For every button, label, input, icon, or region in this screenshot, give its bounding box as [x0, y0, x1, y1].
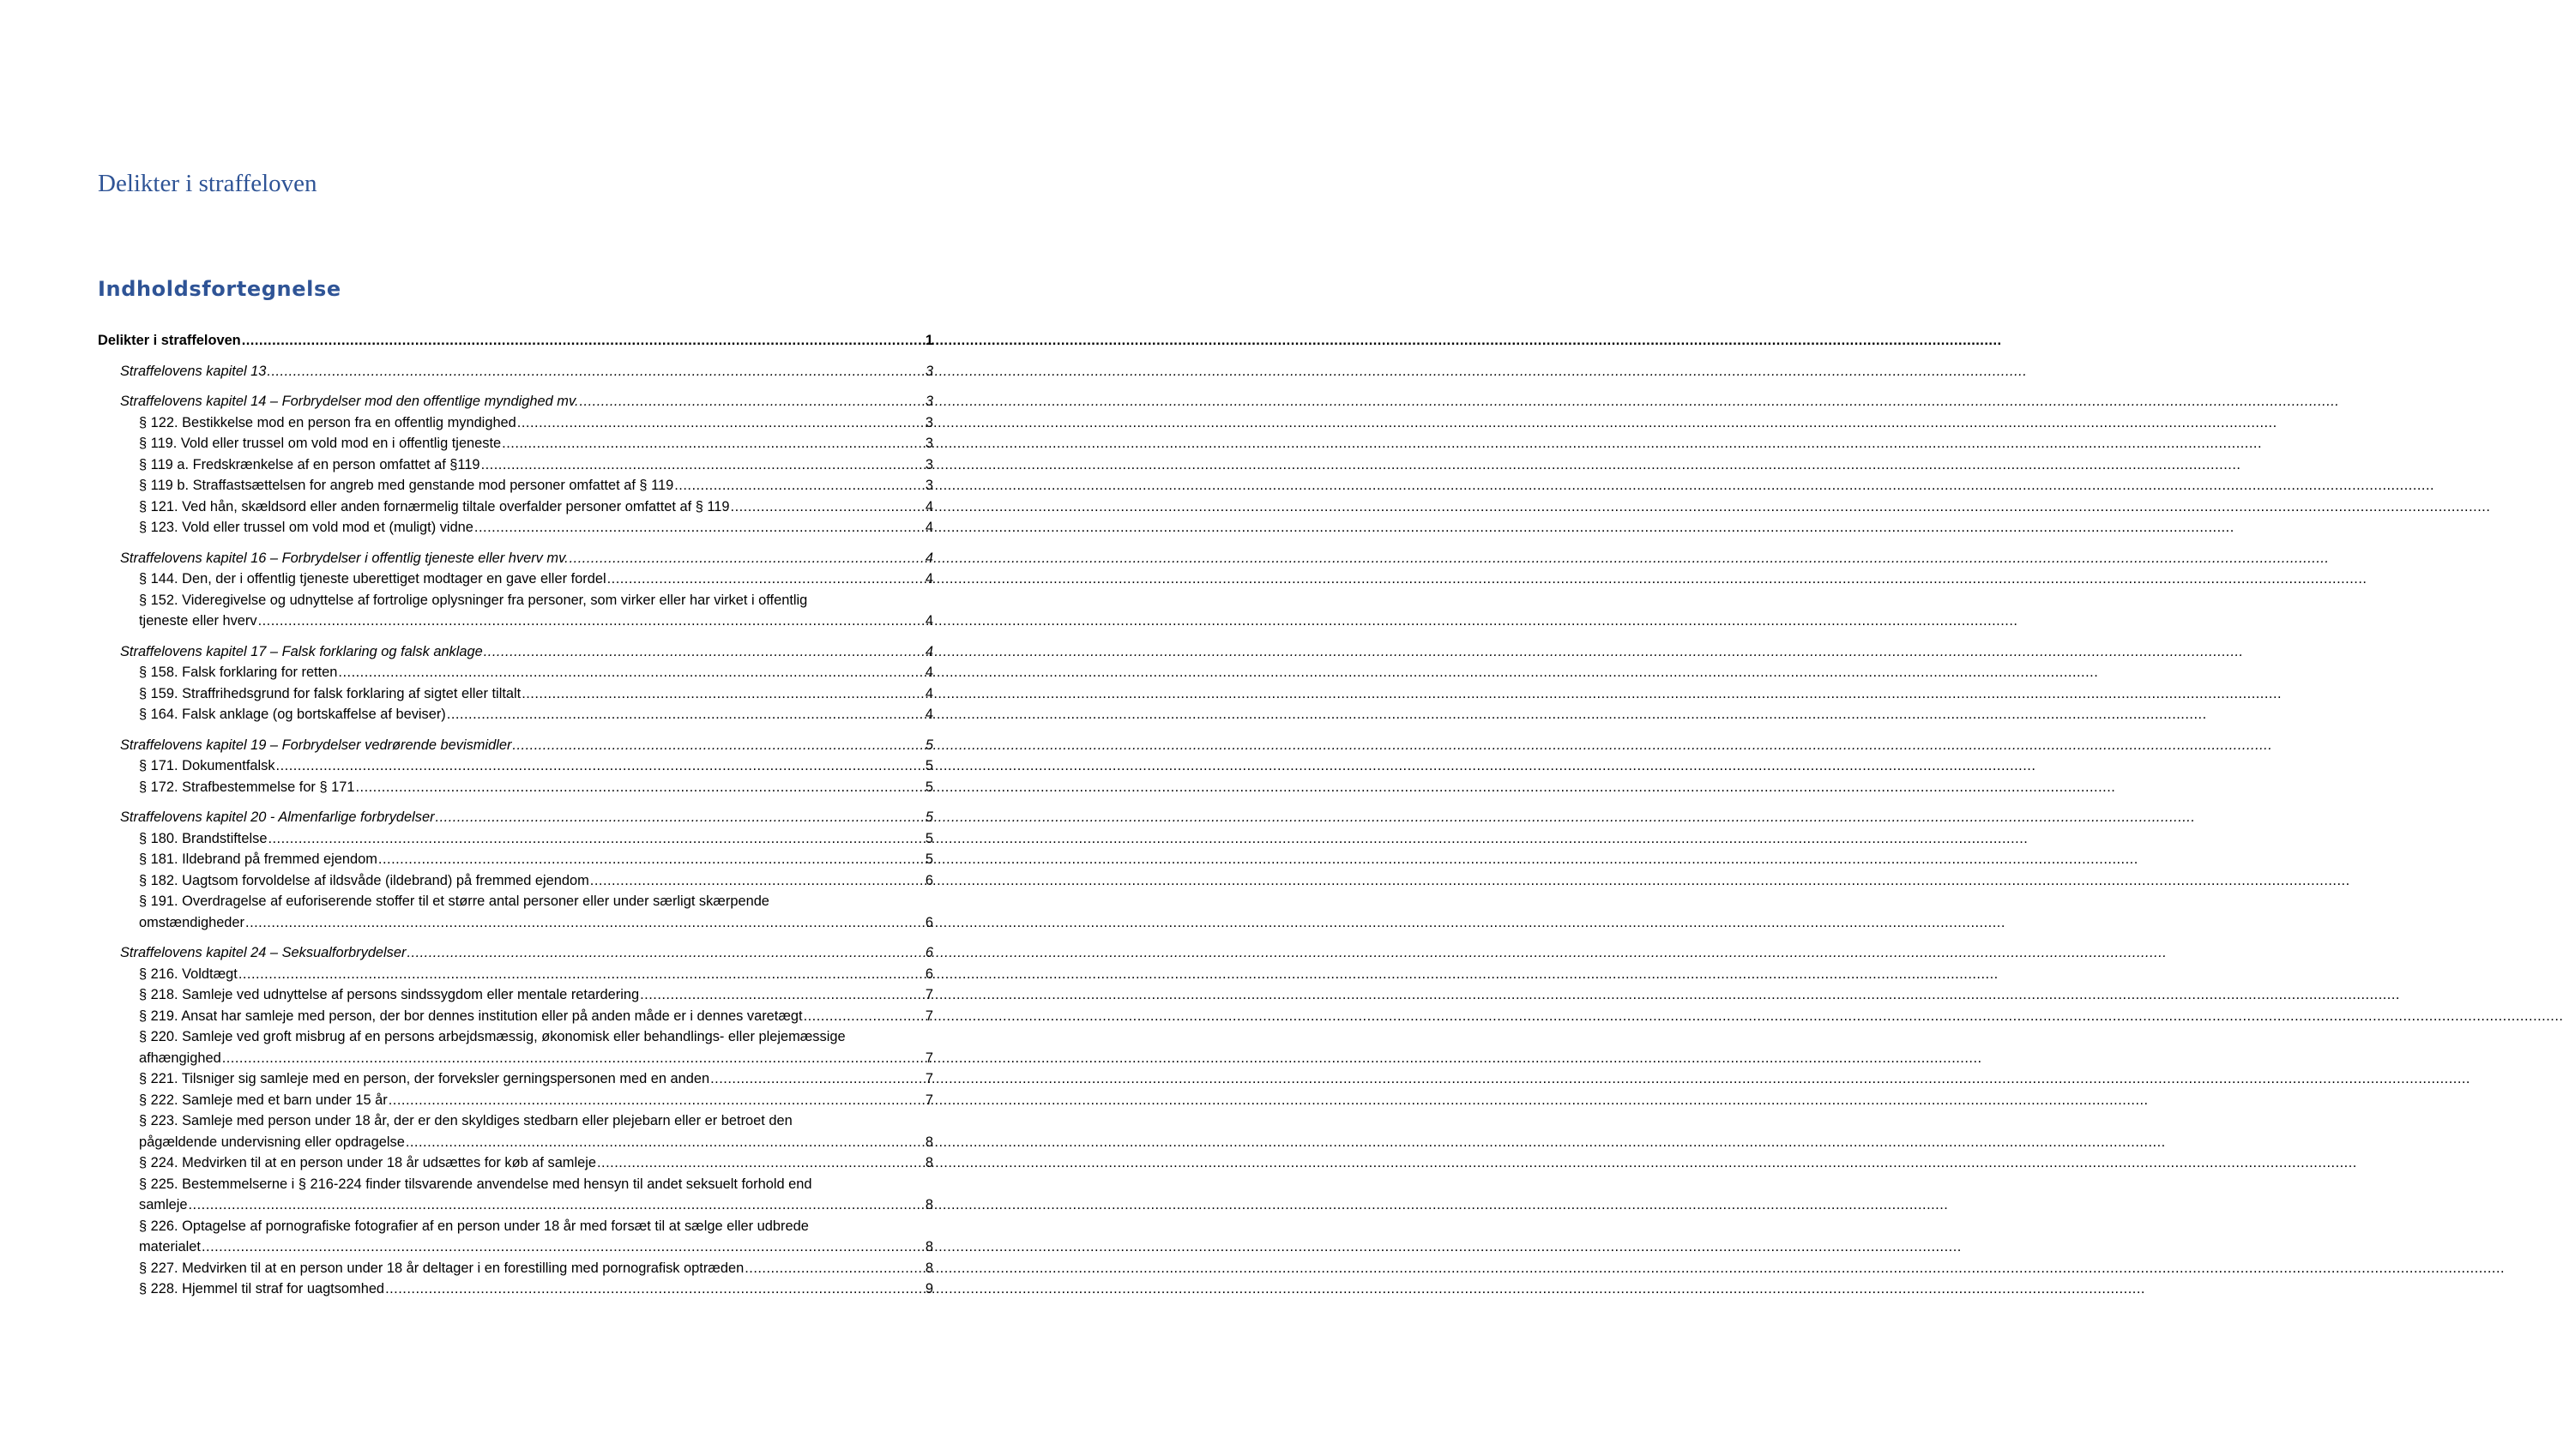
toc-entry-page-number: 5	[925, 830, 933, 846]
toc-entry[interactable]	[98, 755, 933, 777]
document-title: Delikter i straffeloven	[98, 170, 317, 197]
toc-entry[interactable]	[98, 433, 933, 454]
toc-entry[interactable]	[98, 391, 933, 412]
toc-entry-line	[120, 391, 933, 412]
dot-leader	[187, 1194, 925, 1216]
toc-entry-line	[139, 662, 933, 683]
toc-entry-line	[139, 611, 933, 632]
toc-entry[interactable]	[98, 735, 933, 756]
toc-entry-line	[139, 1048, 933, 1069]
toc-entry-text: § 119. Vold eller trussel om vold mod en i offentlig tjeneste	[139, 436, 502, 451]
toc-entry-text: § 219. Ansat har samleje med person, der bor dennes institution eller på anden måde er i dennes varetægt	[139, 1008, 803, 1024]
toc-entry-line	[139, 912, 933, 934]
toc-entry-line	[139, 849, 933, 870]
toc-entry-text: § 228. Hjemmel til straf for uagtsomhed	[139, 1281, 385, 1297]
toc-entry-line	[139, 1279, 933, 1300]
toc-entry-text: Straffelovens kapitel 13	[120, 363, 267, 379]
toc-entry-page-number: 8	[925, 1155, 933, 1170]
toc-entry-line	[139, 569, 933, 590]
toc-entry-text: § 144. Den, der i offentlig tjeneste uberettiget modtager en gave eller fordel	[139, 571, 606, 587]
toc-entry-text: § 221. Tilsniger sig samleje med en person, der forveksler gerningspersonen med en anden	[139, 1071, 710, 1086]
toc-entry-text: afhængighed	[139, 1050, 221, 1066]
dot-leader	[639, 984, 926, 1006]
toc-entry-page-number: 7	[925, 987, 933, 1002]
toc-entry-line	[139, 870, 933, 892]
toc-entry-page-number: 5	[925, 851, 933, 867]
toc-entry-line	[120, 548, 933, 569]
toc-entry-text: samleje	[139, 1197, 188, 1212]
toc-entry-text: § 121. Ved hån, skældsord eller anden fornærmelig tiltale overfalder personer omfattet af § 119	[139, 498, 730, 514]
toc-entry-line	[139, 517, 933, 538]
toc-entry[interactable]	[98, 704, 933, 725]
toc-entry-text: § 119 b. Straffastsættelsen for angreb med genstande mod personer omfattet af § 119	[139, 478, 674, 493]
toc-entry-page-number: 5	[925, 779, 933, 795]
dot-leader	[337, 662, 925, 683]
toc-entry[interactable]	[98, 1174, 933, 1216]
toc-entry-text-line1: § 226. Optagelse af pornografiske fotografier af en person under 18 år med forsæt til at sælge eller udbrede	[139, 1218, 809, 1234]
toc-entry-page-number: 5	[925, 737, 933, 753]
toc-entry-line	[139, 1236, 933, 1258]
toc-entry-text: Straffelovens kapitel 20 - Almenfarlige forbrydelser	[120, 809, 435, 825]
toc-entry-page-number: 9	[925, 1281, 933, 1297]
toc-entry-line	[120, 735, 933, 756]
toc-entry-page-number: 7	[925, 1092, 933, 1108]
toc-entry[interactable]	[98, 1026, 933, 1068]
toc-entry-page-number: 4	[925, 498, 933, 514]
toc-entry[interactable]	[98, 1216, 933, 1258]
toc-entry-page-number: 8	[925, 1134, 933, 1150]
toc-entry[interactable]	[98, 361, 933, 382]
toc-entry[interactable]	[98, 870, 933, 892]
dot-leader	[384, 1279, 926, 1300]
toc-entry-line	[139, 1152, 933, 1174]
toc-entry-text-line1: § 220. Samleje ved groft misbrug af en persons arbejdsmæssig, økonomisk eller behandlings- eller plejemæssige	[139, 1029, 846, 1044]
toc-entry-line	[139, 1194, 933, 1216]
dot-leader	[569, 548, 926, 569]
toc-entry-text: § 164. Falsk anklage (og bortskaffelse af beviser)	[139, 707, 446, 722]
toc-entry-line	[139, 1090, 933, 1111]
toc-entry-page-number: 3	[925, 456, 933, 472]
toc-entry[interactable]	[98, 1279, 933, 1300]
toc-entry-text-line1: § 191. Overdragelse af euforiserende stoffer til et større antal personer eller under særligt skærpende	[139, 893, 769, 909]
toc-entry-line	[120, 641, 933, 663]
toc-entry[interactable]	[98, 1090, 933, 1111]
toc-entry[interactable]	[98, 548, 933, 569]
toc-entry-text: § 123. Vold eller trussel om vold mod et (muligt) vidne	[139, 520, 473, 535]
toc-entry[interactable]	[98, 1006, 933, 1027]
toc-entry-line	[139, 964, 933, 985]
dot-leader	[606, 569, 926, 590]
toc-entry-page-number: 3	[925, 394, 933, 409]
toc-entry-text: Straffelovens kapitel 16 – Forbrydelser i offentlig tjeneste eller hverv mv.	[120, 550, 569, 566]
dot-leader	[516, 412, 926, 434]
dot-leader	[579, 391, 926, 412]
toc-entry-text: materialet	[139, 1239, 201, 1254]
toc-entry-line	[139, 412, 933, 434]
toc-entry-text-line1: § 223. Samleje med person under 18 år, der er den skyldiges stedbarn eller plejebarn eller er betroet den	[139, 1113, 793, 1128]
toc-entry-page-number: 4	[925, 665, 933, 680]
dot-leader	[238, 964, 926, 985]
dot-leader	[446, 704, 926, 725]
toc-entry-page-number: 4	[925, 643, 933, 659]
toc-entry-page-number: 8	[925, 1197, 933, 1212]
dot-leader	[275, 755, 926, 777]
toc-entry[interactable]	[98, 984, 933, 1006]
toc-entry-line	[139, 777, 933, 798]
toc-entry[interactable]	[98, 849, 933, 870]
toc-entry-line	[139, 496, 933, 518]
toc-entry-page-number: 4	[925, 707, 933, 722]
dot-leader	[257, 611, 926, 632]
toc-entry-line	[139, 755, 933, 777]
toc-entry-text: Straffelovens kapitel 19 – Forbrydelser vedrørende bevismidler	[120, 737, 512, 753]
toc-entry-text: tjeneste eller hverv	[139, 613, 257, 629]
toc-entry-text: § 182. Uagtsom forvoldelse af ildsvåde (ildebrand) på fremmed ejendom	[139, 872, 589, 888]
dot-leader	[406, 942, 925, 964]
dot-leader	[480, 454, 926, 476]
dot-leader	[473, 517, 926, 538]
dot-leader	[221, 1048, 926, 1069]
dot-leader	[377, 849, 926, 870]
dot-leader	[435, 807, 926, 828]
toc-entry[interactable]	[98, 641, 933, 663]
dot-leader	[266, 361, 925, 382]
toc-entry-line	[120, 807, 933, 828]
dot-leader	[521, 683, 926, 705]
toc-entry-page-number: 3	[925, 363, 933, 379]
toc-entry-line	[139, 704, 933, 725]
toc-entry-page-number: 7	[925, 1008, 933, 1024]
dot-leader	[388, 1090, 926, 1111]
toc-entry[interactable]	[98, 828, 933, 850]
toc-entry-page-number: 5	[925, 809, 933, 825]
toc-entry-page-number: 7	[925, 1050, 933, 1066]
toc-entry-page-number: 8	[925, 1260, 933, 1276]
dot-leader	[267, 828, 925, 850]
toc-entry-line	[139, 828, 933, 850]
toc-entry[interactable]	[98, 590, 933, 632]
toc-entry-line	[120, 361, 933, 382]
toc-entry-text: § 224. Medvirken til at en person under 18 år udsættes for køb af samleje	[139, 1155, 596, 1170]
toc-entry[interactable]	[98, 964, 933, 985]
toc-entry-text: Straffelovens kapitel 17 – Falsk forklaring og falsk anklage	[120, 643, 483, 659]
toc-entry-text: § 216. Voldtægt	[139, 966, 238, 982]
toc-entry[interactable]	[98, 475, 933, 496]
toc-entry[interactable]	[98, 517, 933, 538]
toc-entry-text: Straffelovens kapitel 14 – Forbrydelser mod den offentlige myndighed mv.	[120, 394, 579, 409]
document-page	[0, 0, 1029, 1456]
toc-entry[interactable]	[98, 1258, 933, 1279]
toc-entry[interactable]	[98, 454, 933, 476]
toc-entry-page-number: 4	[925, 613, 933, 629]
toc-entry-page-number: 6	[925, 872, 933, 888]
toc-entry-line	[120, 942, 933, 964]
toc-entry[interactable]	[98, 412, 933, 434]
dot-leader	[244, 912, 926, 934]
toc-entry-line	[139, 433, 933, 454]
toc-entry[interactable]	[98, 1152, 933, 1174]
toc-entry-page-number: 6	[925, 945, 933, 960]
toc-entry-page-number: 8	[925, 1239, 933, 1254]
toc-entry-text-line1: § 225. Bestemmelserne i § 216-224 finder tilsvarende anvendelse med hensyn til andet seksuelt forhold end	[139, 1176, 812, 1192]
toc-entry-page-number: 1	[925, 333, 933, 348]
toc-entry-line	[139, 1068, 933, 1090]
toc-entry-line	[98, 330, 933, 352]
toc-entry-text: § 122. Bestikkelse mod en person fra en offentlig myndighed	[139, 414, 516, 430]
toc-entry-text: § 159. Straffrihedsgrund for falsk forklaring af sigtet eller tiltalt	[139, 685, 522, 701]
toc-entry-page-number: 4	[925, 571, 933, 587]
dot-leader	[744, 1258, 926, 1279]
toc-entry[interactable]	[98, 1110, 933, 1152]
toc-entry-page-number: 3	[925, 414, 933, 430]
toc-entry-text-line1: § 152. Videregivelse og udnyttelse af fortrolige oplysninger fra personer, som virker eller har virket i offentlig	[139, 592, 808, 608]
toc-entry-text: Straffelovens kapitel 24 – Seksualforbrydelser	[120, 945, 407, 960]
toc-entry-line	[139, 475, 933, 496]
toc-entry-text: § 218. Samleje ved udnyttelse af persons sindssygdom eller mentale retardering	[139, 987, 640, 1002]
toc-entry-text: § 222. Samleje med et barn under 15 år	[139, 1092, 388, 1108]
toc-entry-page-number: 4	[925, 685, 933, 701]
dot-leader	[501, 433, 926, 454]
toc-entry-text: § 119 a. Fredskrænkelse af en person omfattet af §119	[139, 456, 480, 472]
dot-leader	[201, 1236, 926, 1258]
dot-leader	[730, 496, 926, 518]
toc-entry-text: omstændigheder	[139, 914, 245, 930]
toc-entry-page-number: 3	[925, 478, 933, 493]
dot-leader	[483, 641, 926, 663]
dot-leader	[596, 1152, 926, 1174]
toc-entry[interactable]	[98, 777, 933, 798]
toc-entry-text: § 181. Ildebrand på fremmed ejendom	[139, 851, 377, 867]
toc-heading: Indholdsfortegnelse	[98, 277, 341, 301]
toc-entry-page-number: 6	[925, 966, 933, 982]
toc-entry[interactable]	[98, 662, 933, 683]
toc-entry-page-number: 7	[925, 1071, 933, 1086]
dot-leader	[354, 777, 925, 798]
toc-entry-page-number: 4	[925, 550, 933, 566]
toc-entry-text: § 171. Dokumentfalsk	[139, 758, 275, 773]
toc-entry-text: § 180. Brandstiftelse	[139, 830, 268, 846]
dot-leader	[673, 475, 926, 496]
dot-leader	[803, 1006, 926, 1027]
toc-entry-page-number: 5	[925, 758, 933, 773]
toc-entry-text: § 227. Medvirken til at en person under 18 år deltager i en forestilling med pornografisk optræden	[139, 1260, 745, 1276]
table-of-contents	[98, 330, 933, 1300]
toc-entry-line	[139, 1132, 933, 1153]
toc-entry-text: § 158. Falsk forklaring for retten	[139, 665, 338, 680]
toc-entry[interactable]	[98, 330, 933, 352]
toc-entry[interactable]	[98, 807, 933, 828]
toc-entry-line	[139, 1258, 933, 1279]
toc-entry-page-number: 6	[925, 914, 933, 930]
toc-entry-line	[139, 1006, 933, 1027]
dot-leader	[589, 870, 926, 892]
toc-entry-text: § 172. Strafbestemmelse for § 171	[139, 779, 355, 795]
toc-entry-line	[139, 984, 933, 1006]
dot-leader	[709, 1068, 926, 1090]
dot-leader	[405, 1132, 926, 1153]
toc-entry-page-number: 4	[925, 520, 933, 535]
toc-entry-text: Delikter i straffeloven	[98, 333, 241, 348]
toc-entry[interactable]	[98, 683, 933, 705]
toc-entry[interactable]	[98, 942, 933, 964]
toc-entry[interactable]	[98, 891, 933, 933]
toc-entry-page-number: 3	[925, 436, 933, 451]
toc-entry[interactable]	[98, 569, 933, 590]
toc-entry[interactable]	[98, 496, 933, 518]
toc-entry[interactable]	[98, 1068, 933, 1090]
toc-entry-line	[139, 683, 933, 705]
toc-entry-text: pågældende undervisning eller opdragelse	[139, 1134, 405, 1150]
dot-leader	[241, 330, 926, 352]
dot-leader	[511, 735, 925, 756]
toc-entry-line	[139, 454, 933, 476]
